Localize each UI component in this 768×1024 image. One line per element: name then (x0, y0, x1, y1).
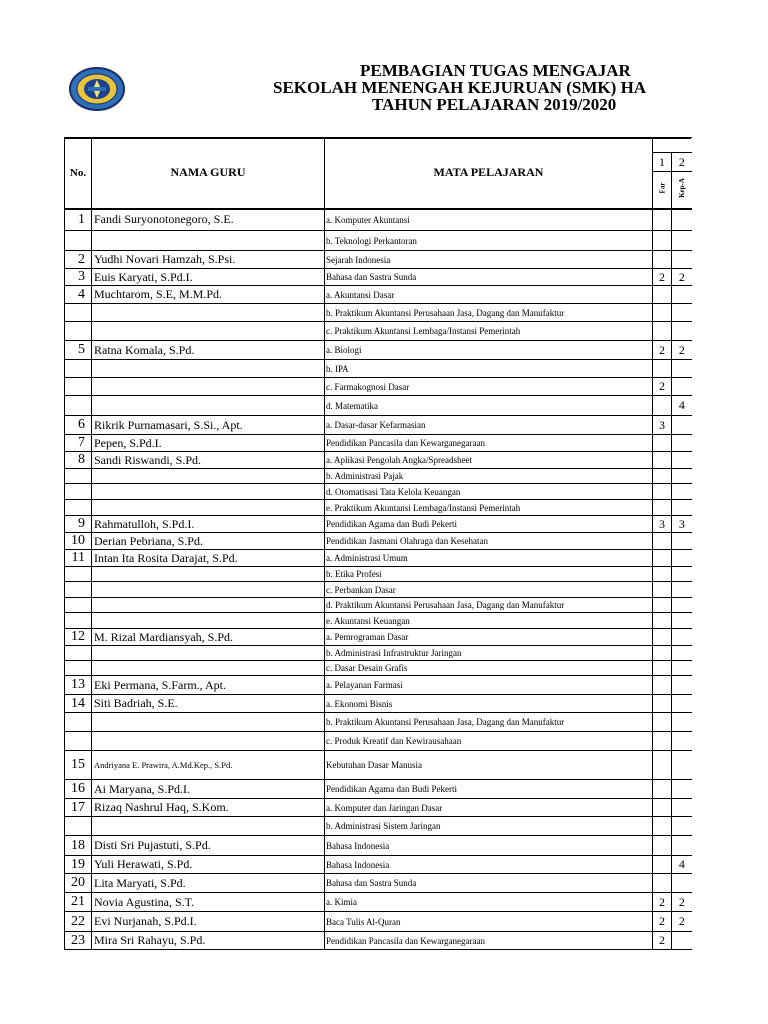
cell-col-2 (672, 613, 692, 629)
cell-col-2 (672, 598, 692, 613)
cell-col-2 (672, 469, 692, 484)
cell-col-1 (653, 874, 672, 893)
cell-no (65, 378, 92, 396)
cell-col-2 (672, 836, 692, 856)
cell-no: 13 (65, 676, 92, 695)
cell-nama-guru: Eki Permana, S.Farm., Apt. (92, 676, 325, 695)
cell-col-2 (672, 817, 692, 836)
cell-nama-guru (92, 500, 325, 516)
table-row (65, 435, 692, 452)
cell-no: 23 (65, 932, 92, 950)
cell-no (65, 567, 92, 582)
cell-no: 10 (65, 533, 92, 550)
cell-col-1 (653, 817, 672, 836)
cell-no (65, 469, 92, 484)
table-row (65, 695, 692, 713)
cell-no: 14 (65, 695, 92, 713)
cell-nama-guru (92, 322, 325, 341)
cell-col-2 (672, 780, 692, 799)
cell-col-1 (653, 435, 672, 452)
col-header-mata-pelajaran: MATA PELAJARAN (325, 138, 653, 209)
cell-nama-guru (92, 396, 325, 416)
title-line-3: TAHUN PELAJARAN 2019/2020 (372, 95, 617, 113)
cell-col-2 (672, 695, 692, 713)
table-body (65, 209, 692, 950)
cell-mata-pelajaran: Pendidikan Pancasila dan Kewarganegaraan (325, 435, 653, 452)
cell-col-2: 2 (672, 893, 692, 912)
cell-nama-guru (92, 817, 325, 836)
table-row (65, 932, 692, 950)
cell-col-2 (672, 661, 692, 676)
col-header-nama-guru: NAMA GURU (92, 138, 325, 209)
cell-mata-pelajaran: c. Praktikum Akuntansi Lembaga/Instansi Pemerintah (325, 322, 653, 341)
cell-nama-guru (92, 484, 325, 500)
title-line-2: SEKOLAH MENENGAH KEJURUAN (SMK) HA (273, 78, 647, 97)
table-row (65, 646, 692, 661)
cell-col-1 (653, 396, 672, 416)
cell-col-1 (653, 732, 672, 751)
table-row (65, 817, 692, 836)
teaching-assignment-table (64, 137, 692, 950)
cell-mata-pelajaran: b. IPA (325, 360, 653, 378)
table-row (65, 874, 692, 893)
cell-mata-pelajaran: c. Farmakognosi Dasar (325, 378, 653, 396)
cell-mata-pelajaran: a. Kimia (325, 893, 653, 912)
table-top-border (64, 137, 691, 139)
cell-col-2 (672, 629, 692, 646)
cell-no: 16 (65, 780, 92, 799)
table-row (65, 251, 692, 269)
cell-col-1: 3 (653, 516, 672, 533)
cell-mata-pelajaran: Kebutuhan Dasar Manusia (325, 751, 653, 780)
table-row (65, 341, 692, 360)
cell-mata-pelajaran: a. Akuntansi Dasar (325, 286, 653, 304)
cell-col-2 (672, 713, 692, 732)
cell-col-2 (672, 286, 692, 304)
table-row (65, 231, 692, 251)
cell-col-2 (672, 550, 692, 567)
cell-mata-pelajaran: a. Dasar-dasar Kefarmasian (325, 416, 653, 435)
cell-no: 21 (65, 893, 92, 912)
cell-no (65, 646, 92, 661)
cell-no (65, 732, 92, 751)
cell-mata-pelajaran: Pendidikan Pancasila dan Kewarganegaraan (325, 932, 653, 950)
cell-no (65, 598, 92, 613)
cell-mata-pelajaran: a. Biologi (325, 341, 653, 360)
cell-no: 20 (65, 874, 92, 893)
table-row (65, 500, 692, 516)
cell-no: 8 (65, 452, 92, 469)
cell-no (65, 713, 92, 732)
cell-col-2 (672, 676, 692, 695)
cell-col-1: 2 (653, 932, 672, 950)
cell-nama-guru: Rikrik Purnamasari, S.Si., Apt. (92, 416, 325, 435)
col-header-blank (653, 138, 692, 153)
cell-mata-pelajaran: c. Dasar Desain Grafis (325, 661, 653, 676)
cell-nama-guru: Fandi Suryonotonegoro, S.E. (92, 209, 325, 231)
table-row (65, 629, 692, 646)
cell-no (65, 396, 92, 416)
cell-col-1 (653, 286, 672, 304)
cell-mata-pelajaran: a. Aplikasi Pengolah Angka/Spreadsheet (325, 452, 653, 469)
cell-col-1: 3 (653, 416, 672, 435)
cell-no: 6 (65, 416, 92, 435)
cell-col-2: 4 (672, 396, 692, 416)
cell-col-2 (672, 533, 692, 550)
table-row (65, 598, 692, 613)
cell-nama-guru: Mira Sri Rahayu, S.Pd. (92, 932, 325, 950)
cell-mata-pelajaran: Pendidikan Agama dan Budi Pekerti (325, 516, 653, 533)
cell-col-2: 2 (672, 341, 692, 360)
cell-col-1 (653, 780, 672, 799)
cell-nama-guru (92, 582, 325, 598)
school-logo-icon (68, 66, 126, 112)
cell-mata-pelajaran: Bahasa dan Sastra Sunda (325, 269, 653, 286)
cell-nama-guru (92, 378, 325, 396)
cell-col-1 (653, 646, 672, 661)
table-row (65, 912, 692, 932)
cell-mata-pelajaran: a. Komputer dan Jaringan Dasar (325, 799, 653, 817)
cell-nama-guru (92, 469, 325, 484)
col-header-no: No. (65, 138, 92, 209)
cell-col-2 (672, 932, 692, 950)
cell-no (65, 817, 92, 836)
cell-nama-guru (92, 231, 325, 251)
col-2-number: 2 (672, 153, 692, 172)
cell-nama-guru (92, 567, 325, 582)
cell-mata-pelajaran: e. Praktikum Akuntansi Lembaga/Instansi Pemerintah (325, 500, 653, 516)
col-1-number: 1 (653, 153, 671, 172)
cell-col-2 (672, 484, 692, 500)
cell-col-1 (653, 598, 672, 613)
cell-col-1 (653, 751, 672, 780)
cell-no: 17 (65, 799, 92, 817)
table-row (65, 516, 692, 533)
col-header-1 (653, 153, 672, 209)
cell-col-2: 2 (672, 269, 692, 286)
table-row (65, 751, 692, 780)
cell-col-2 (672, 751, 692, 780)
cell-col-2 (672, 360, 692, 378)
cell-nama-guru: Yuli Herawati, S.Pd. (92, 856, 325, 874)
cell-col-1 (653, 856, 672, 874)
cell-mata-pelajaran: Pendidikan Agama dan Budi Pekerti (325, 780, 653, 799)
cell-col-1 (653, 209, 672, 231)
cell-mata-pelajaran: c. Produk Kreatif dan Kewirausahaan (325, 732, 653, 751)
table-row (65, 396, 692, 416)
cell-col-1 (653, 304, 672, 322)
cell-col-1: 2 (653, 378, 672, 396)
cell-col-2 (672, 646, 692, 661)
cell-col-1: 2 (653, 893, 672, 912)
cell-mata-pelajaran: b. Praktikum Akuntansi Perusahaan Jasa, Dagang dan Manufaktur (325, 713, 653, 732)
cell-col-1 (653, 695, 672, 713)
cell-col-1 (653, 582, 672, 598)
cell-col-1 (653, 713, 672, 732)
title-line-1: PEMBAGIAN TUGAS MENGAJAR (360, 62, 631, 80)
cell-col-1: 2 (653, 912, 672, 932)
cell-col-1 (653, 500, 672, 516)
col-header-2 (672, 153, 692, 209)
cell-col-2 (672, 500, 692, 516)
cell-mata-pelajaran: b. Teknologi Perkantoran (325, 231, 653, 251)
table-row (65, 856, 692, 874)
cell-col-1 (653, 676, 672, 695)
table-row (65, 484, 692, 500)
cell-nama-guru (92, 598, 325, 613)
cell-no (65, 484, 92, 500)
cell-no (65, 582, 92, 598)
cell-col-2 (672, 799, 692, 817)
cell-mata-pelajaran: c. Perbankan Dasar (325, 582, 653, 598)
cell-nama-guru (92, 304, 325, 322)
table-row (65, 780, 692, 799)
cell-no: 11 (65, 550, 92, 567)
cell-mata-pelajaran: Pendidikan Jasmani Olahraga dan Kesehatan (325, 533, 653, 550)
cell-no: 18 (65, 836, 92, 856)
table-row (65, 416, 692, 435)
cell-no: 15 (65, 751, 92, 780)
table-row (65, 452, 692, 469)
cell-nama-guru: Sandi Riswandi, S.Pd. (92, 452, 325, 469)
table-row (65, 732, 692, 751)
cell-col-2: 4 (672, 856, 692, 874)
cell-col-2 (672, 322, 692, 341)
table-row (65, 836, 692, 856)
cell-mata-pelajaran: b. Administrasi Infrastruktur Jaringan (325, 646, 653, 661)
table-row (65, 893, 692, 912)
table-row (65, 533, 692, 550)
cell-col-2 (672, 231, 692, 251)
table-row (65, 360, 692, 378)
table-row (65, 550, 692, 567)
cell-nama-guru: Disti Sri Pujastuti, S.Pd. (92, 836, 325, 856)
cell-no: 3 (65, 269, 92, 286)
cell-col-1 (653, 661, 672, 676)
cell-mata-pelajaran: d. Praktikum Akuntansi Perusahaan Jasa, Dagang dan Manufaktur (325, 598, 653, 613)
cell-mata-pelajaran: a. Komputer Akuntansi (325, 209, 653, 231)
cell-nama-guru (92, 360, 325, 378)
cell-col-2 (672, 416, 692, 435)
cell-col-2 (672, 209, 692, 231)
cell-col-2: 2 (672, 912, 692, 932)
cell-col-2 (672, 567, 692, 582)
cell-nama-guru: Rahmatulloh, S.Pd.I. (92, 516, 325, 533)
cell-nama-guru (92, 646, 325, 661)
cell-nama-guru: Novia Agustina, S.T. (92, 893, 325, 912)
cell-nama-guru: Andriyana E. Prawira, A.Md.Kep., S.Pd. (92, 751, 325, 780)
document-title (200, 62, 768, 113)
cell-mata-pelajaran: d. Otomatisasi Tata Kelola Keuangan (325, 484, 653, 500)
cell-mata-pelajaran: b. Administrasi Pajak (325, 469, 653, 484)
cell-col-1 (653, 613, 672, 629)
cell-col-2 (672, 251, 692, 269)
cell-nama-guru: Evi Nurjanah, S.Pd.I. (92, 912, 325, 932)
cell-nama-guru: Pepen, S.Pd.I. (92, 435, 325, 452)
table-row (65, 209, 692, 231)
cell-no: 2 (65, 251, 92, 269)
cell-col-1 (653, 836, 672, 856)
table-row (65, 582, 692, 598)
cell-mata-pelajaran: b. Administrasi Sistem Jaringan (325, 817, 653, 836)
cell-mata-pelajaran: b. Praktikum Akuntansi Perusahaan Jasa, Dagang dan Manufaktur (325, 304, 653, 322)
col-1-label: Far (657, 182, 666, 194)
cell-mata-pelajaran: Sejarah Indonesia (325, 251, 653, 269)
cell-col-1 (653, 550, 672, 567)
cell-nama-guru: Lita Maryati, S.Pd. (92, 874, 325, 893)
cell-nama-guru: Derian Pebriana, S.Pd. (92, 533, 325, 550)
cell-col-2 (672, 435, 692, 452)
cell-no: 7 (65, 435, 92, 452)
cell-no: 1 (65, 209, 92, 231)
cell-no (65, 613, 92, 629)
table-row (65, 322, 692, 341)
cell-nama-guru: Ai Maryana, S.Pd.I. (92, 780, 325, 799)
cell-col-1 (653, 799, 672, 817)
cell-mata-pelajaran: b. Etika Profesi (325, 567, 653, 582)
cell-nama-guru: Euis Karyati, S.Pd.I. (92, 269, 325, 286)
cell-mata-pelajaran: d. Matematika (325, 396, 653, 416)
cell-nama-guru (92, 661, 325, 676)
cell-nama-guru: M. Rizal Mardiansyah, S.Pd. (92, 629, 325, 646)
cell-no: 5 (65, 341, 92, 360)
cell-col-2 (672, 582, 692, 598)
cell-col-1 (653, 452, 672, 469)
table-row (65, 269, 692, 286)
cell-mata-pelajaran: a. Pemrograman Dasar (325, 629, 653, 646)
cell-mata-pelajaran: Bahasa Indonesia (325, 856, 653, 874)
cell-col-1 (653, 251, 672, 269)
cell-col-1 (653, 360, 672, 378)
cell-col-2 (672, 874, 692, 893)
table-row (65, 378, 692, 396)
cell-col-1: 2 (653, 341, 672, 360)
cell-nama-guru: Ratna Komala, S.Pd. (92, 341, 325, 360)
cell-mata-pelajaran: a. Pelayanan Farmasi (325, 676, 653, 695)
cell-mata-pelajaran: e. Akuntansi Keuangan (325, 613, 653, 629)
cell-col-2: 3 (672, 516, 692, 533)
cell-mata-pelajaran: a. Administrasi Umum (325, 550, 653, 567)
table-row (65, 799, 692, 817)
cell-nama-guru (92, 732, 325, 751)
cell-nama-guru (92, 713, 325, 732)
cell-col-2 (672, 452, 692, 469)
cell-col-1 (653, 484, 672, 500)
table-row (65, 613, 692, 629)
cell-no (65, 360, 92, 378)
cell-col-2 (672, 304, 692, 322)
cell-nama-guru: Muchtarom, S.E, M.M.Pd. (92, 286, 325, 304)
cell-mata-pelajaran: Bahasa Indonesia (325, 836, 653, 856)
cell-no (65, 304, 92, 322)
cell-no: 12 (65, 629, 92, 646)
cell-mata-pelajaran: Baca Tulis Al-Quran (325, 912, 653, 932)
cell-no: 22 (65, 912, 92, 932)
cell-nama-guru (92, 613, 325, 629)
cell-col-1 (653, 629, 672, 646)
cell-no: 9 (65, 516, 92, 533)
table-row (65, 286, 692, 304)
cell-col-1 (653, 533, 672, 550)
cell-col-2 (672, 732, 692, 751)
table-row (65, 469, 692, 484)
cell-no (65, 231, 92, 251)
cell-mata-pelajaran: Bahasa dan Sastra Sunda (325, 874, 653, 893)
cell-no: 19 (65, 856, 92, 874)
col-2-label: Kep-A (677, 178, 686, 198)
table-row (65, 661, 692, 676)
cell-col-1 (653, 469, 672, 484)
cell-nama-guru: Yudhi Novari Hamzah, S.Psi. (92, 251, 325, 269)
cell-nama-guru: Siti Badriah, S.E. (92, 695, 325, 713)
cell-mata-pelajaran: a. Ekonomi Bisnis (325, 695, 653, 713)
table-row (65, 567, 692, 582)
cell-no (65, 322, 92, 341)
cell-col-1 (653, 322, 672, 341)
table-row (65, 713, 692, 732)
cell-nama-guru: Intan Ita Rosita Darajat, S.Pd. (92, 550, 325, 567)
table-row (65, 676, 692, 695)
cell-no (65, 500, 92, 516)
cell-col-1 (653, 567, 672, 582)
cell-col-1 (653, 231, 672, 251)
table-row (65, 304, 692, 322)
cell-nama-guru: Rizaq Nashrul Haq, S.Kom. (92, 799, 325, 817)
cell-no (65, 661, 92, 676)
cell-no: 4 (65, 286, 92, 304)
cell-col-2 (672, 378, 692, 396)
cell-col-1: 2 (653, 269, 672, 286)
